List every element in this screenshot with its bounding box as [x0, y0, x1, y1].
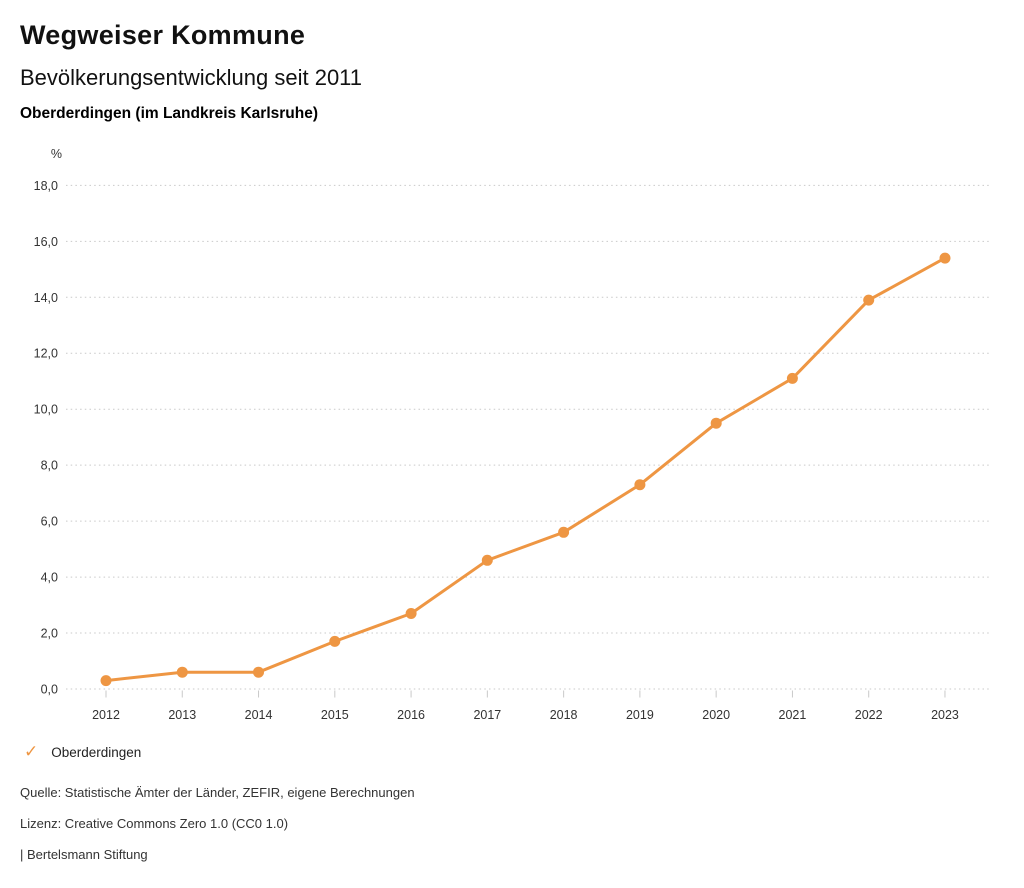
x-tick-label: 2013	[168, 708, 197, 722]
y-tick-label: 0,0	[40, 682, 58, 697]
x-tick-label: 2017	[473, 708, 502, 722]
y-tick-label: 6,0	[40, 514, 58, 529]
series-line	[106, 258, 945, 680]
chart-legend	[24, 744, 141, 761]
data-point[interactable]	[558, 527, 569, 538]
x-tick-label: 2018	[549, 708, 578, 722]
region-label: Oberderdingen (im Landkreis Karlsruhe)	[20, 105, 319, 122]
legend-series-label: Oberderdingen	[51, 745, 142, 760]
x-tick-label: 2019	[625, 708, 654, 722]
y-tick-label: 10,0	[33, 402, 58, 417]
y-tick-label: 8,0	[40, 458, 58, 473]
y-tick-label: 4,0	[40, 570, 58, 585]
data-point[interactable]	[711, 418, 722, 429]
data-point[interactable]	[329, 636, 340, 647]
source-note: Quelle: Statistische Ämter der Länder, ZEFIR, eigene Berechnungen	[20, 785, 415, 800]
data-point[interactable]	[787, 373, 798, 384]
data-point[interactable]	[634, 479, 645, 490]
data-point[interactable]	[940, 253, 951, 264]
x-tick-label: 2012	[92, 708, 120, 722]
x-tick-label: 2021	[778, 708, 807, 722]
y-axis-unit-label: %	[50, 147, 62, 161]
page-title: Wegweiser Kommune	[20, 20, 306, 50]
chart-subtitle: Bevölkerungsentwicklung seit 2011	[20, 65, 363, 90]
y-tick-label: 2,0	[40, 626, 58, 641]
y-tick-label: 18,0	[33, 178, 58, 193]
x-tick-label: 2023	[931, 708, 959, 722]
y-tick-label: 16,0	[33, 234, 58, 249]
x-tick-label: 2020	[702, 708, 731, 722]
x-tick-label: 2016	[397, 708, 425, 722]
check-icon: ✓	[24, 742, 39, 761]
license-note: Lizenz: Creative Commons Zero 1.0 (CC0 1.0)	[20, 816, 289, 831]
y-tick-label: 14,0	[33, 290, 58, 305]
x-tick-label: 2014	[244, 708, 273, 722]
attribution-note: | Bertelsmann Stiftung	[20, 847, 148, 862]
data-point[interactable]	[406, 608, 417, 619]
data-point[interactable]	[101, 675, 112, 686]
data-point[interactable]	[482, 555, 493, 566]
data-point[interactable]	[177, 667, 188, 678]
data-point[interactable]	[863, 295, 874, 306]
x-tick-label: 2015	[320, 708, 349, 722]
x-tick-label: 2022	[854, 708, 883, 722]
y-tick-label: 12,0	[33, 346, 58, 361]
data-point[interactable]	[253, 667, 264, 678]
